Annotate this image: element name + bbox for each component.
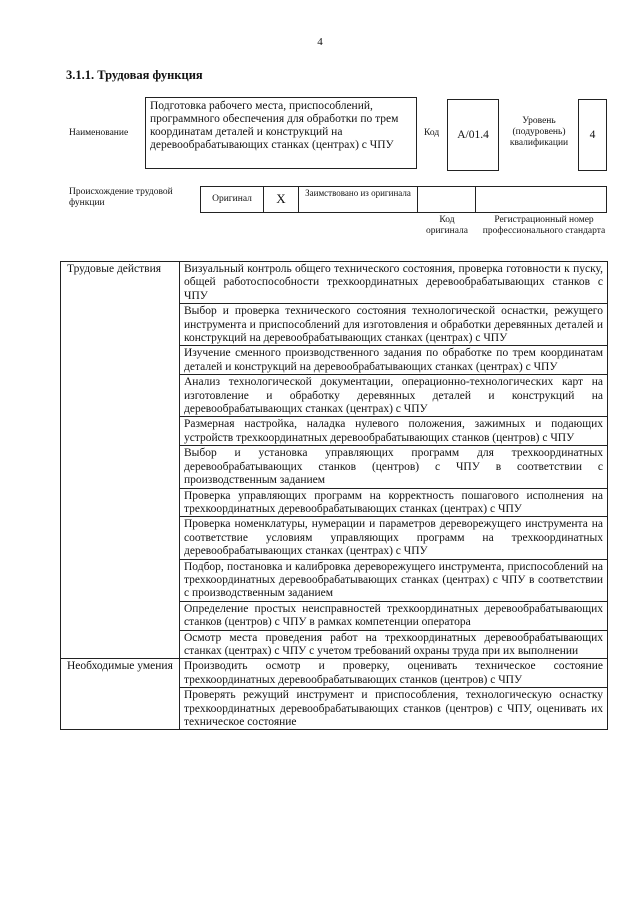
list-item: Определение простых неисправностей трехкоординатных деревообрабатывающих станков (центров) с ЧПУ в рамках компетенции оператора — [180, 601, 608, 630]
list-item: Выбор и проверка технического состояния технологической оснастки, режущего инструмента и приспособлений для изготовления и обработки деревянных деталей и конструкций на деревообрабатывающих станках (центрах) с ЧПУ — [180, 304, 608, 346]
level-label: Уровень (подуровень) квалификации — [509, 116, 569, 148]
code-original-cell — [417, 186, 476, 213]
labor-actions-label: Трудовые действия — [61, 262, 180, 659]
list-item: Проверка управляющих программ на корректность пошагового исполнения на трехкоординатных деревообрабатывающих станках (центрах) с ЧПУ — [180, 488, 608, 517]
code-value: A/01.4 — [457, 129, 489, 141]
section-heading: 3.1.1. Трудовая функция — [66, 68, 203, 82]
list-item: Подбор, постановка и калибровка дереворежущего инструмента, приспособлений на трехкоординатных деревообрабатывающих станках (центрах) с ЧПУ в соответствии с производственным заданием — [180, 559, 608, 601]
code-box — [447, 99, 499, 171]
page-number: 4 — [317, 36, 323, 48]
name-label: Наименование — [69, 128, 129, 138]
level-value: 4 — [589, 129, 596, 141]
list-item: Проверять режущий инструмент и приспособления, технологическую оснастку трехкоординатных деревообрабатывающих станков (центров) с ЧПУ, оценивать их техническое состояние — [180, 688, 608, 730]
original-label: Оригинал — [212, 194, 252, 204]
list-item: Анализ технологической документации, операционно-технологических карт на изготовление и обработку деревянных деталей и конструкций на деревообрабатывающих станках (центрах) с ЧПУ — [180, 375, 608, 417]
function-name: Подготовка рабочего места, приспособлений, программного обеспечения для обработки по трем координатам деталей и конструкций на деревообрабатывающих станках (центрах) с ЧПУ — [150, 100, 399, 151]
borrowed-label: Заимствовано из оригинала — [305, 188, 411, 198]
list-item: Проверка номенклатуры, нумерации и параметров дереворежущего инструмента на соответствие условиям управляющих программ на трехкоординатных деревообрабатывающих станках (центрах) с ЧПУ — [180, 517, 608, 559]
level-box — [578, 99, 607, 171]
table-row — [61, 262, 608, 304]
original-mark: X — [276, 191, 286, 206]
table-row — [61, 659, 608, 688]
list-item: Изучение сменного производственного задания по обработке по трем координатам деталей и конструкций на деревообрабатывающих станках (центрах) с ЧПУ — [180, 346, 608, 375]
reg-number-label: Регистрационный номер профессионального стандарта — [482, 215, 606, 236]
list-item: Производить осмотр и проверку, оценивать техническое состояние трехкоординатных деревообрабатывающих станков (центров) с ЧПУ — [180, 659, 608, 688]
list-item: Выбор и установка управляющих программ для трехкоординатных деревообрабатывающих станков (центров) с ЧПУ в соответствии с производственным заданием — [180, 446, 608, 488]
required-skills-label: Необходимые умения — [61, 659, 180, 730]
code-original-label: Код оригинала — [426, 215, 468, 236]
function-name-box — [145, 97, 417, 169]
code-label: Код — [424, 128, 440, 138]
list-item: Размерная настройка, наладка нулевого положения, зажимных и подающих устройств трехкоординатных деревообрабатывающих станков (центров) с ЧПУ — [180, 417, 608, 446]
list-item: Визуальный контроль общего технического состояния, проверка готовности к пуску, общей работоспособности трехкоординатных деревообрабатывающих станков с ЧПУ — [180, 262, 608, 304]
list-item: Осмотр места проведения работ на трехкоординатных деревообрабатывающих станках (центрах) с ЧПУ с учетом требований охраны труда при их выполнении — [180, 630, 608, 659]
origin-label: Происхождение трудовой функции — [69, 187, 173, 208]
functions-table — [60, 261, 608, 730]
